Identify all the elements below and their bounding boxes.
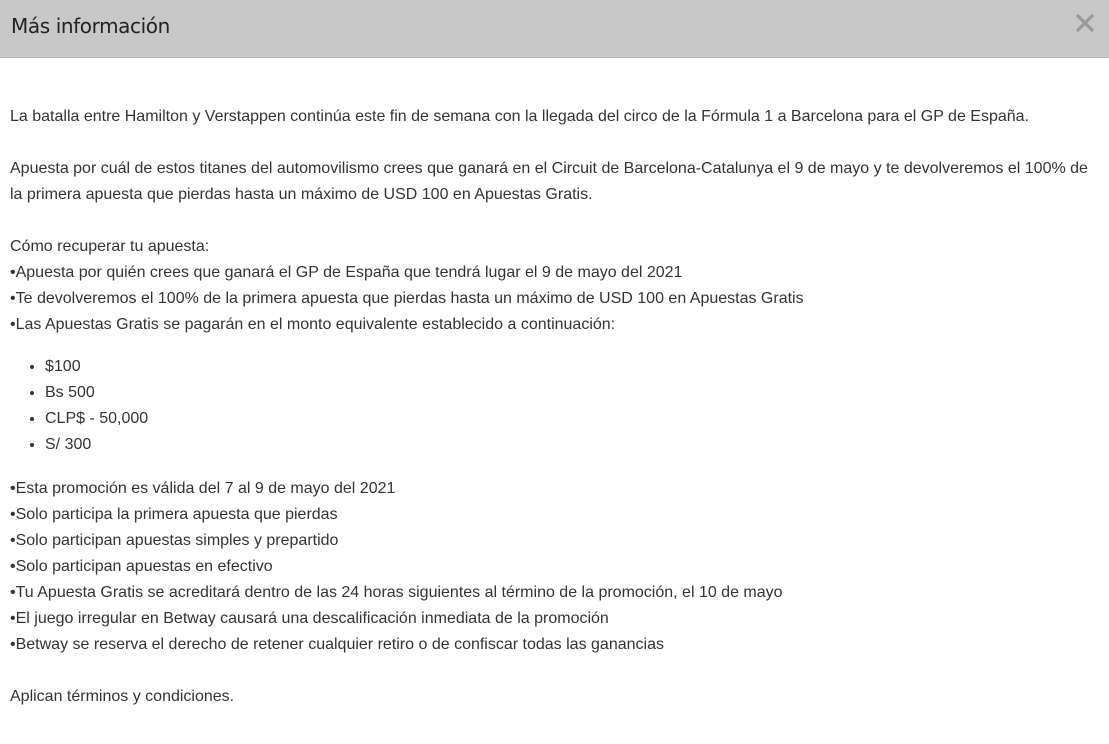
amounts-list bbox=[10, 354, 1100, 458]
how-to-step: •Te devolveremos el 100% de la primera apuesta que pierdas hasta un máximo de USD 100 en Apuestas Gratis bbox=[10, 290, 804, 307]
list-item: • CLP$ - 50,000 bbox=[45, 406, 1100, 432]
terms-text: Aplican términos y condiciones. bbox=[10, 688, 235, 705]
list-item: • S/ 300 bbox=[45, 432, 1100, 458]
list-item: • $100 bbox=[45, 354, 1100, 380]
how-to-title: Cómo recuperar tu apuesta: bbox=[10, 238, 210, 255]
how-to-section bbox=[10, 234, 1100, 338]
modal-header bbox=[0, 0, 1109, 58]
modal-body bbox=[10, 104, 1100, 710]
rule-item: •El juego irregular en Betway causará una descalificación inmediata de la promoción bbox=[10, 610, 609, 627]
how-to-step: •Las Apuestas Gratis se pagarán en el monto equivalente establecido a continuación: bbox=[10, 316, 616, 333]
close-icon bbox=[1073, 11, 1097, 35]
modal-title: Más información bbox=[11, 14, 170, 38]
rule-item: •Betway se reserva el derecho de retener cualquier retiro o de confiscar todas las ganancias bbox=[10, 636, 664, 653]
how-to-step: •Apuesta por quién crees que ganará el GP de España que tendrá lugar el 9 de mayo del 2021 bbox=[10, 264, 683, 281]
offer-paragraph: Apuesta por cuál de estos titanes del automovilismo crees que ganará en el Circuit de Barcelona-Catalunya el 9 de mayo y te devolveremos el 100% de la primera apuesta que pierdas hasta un máximo de USD 100 en Apuestas Gratis. bbox=[10, 160, 1088, 203]
rules-section bbox=[10, 476, 1100, 658]
rule-item: •Tu Apuesta Gratis se acreditará dentro de las 24 horas siguientes al término de la promoción, el 10 de mayo bbox=[10, 584, 783, 601]
intro-paragraph: La batalla entre Hamilton y Verstappen continúa este fin de semana con la llegada del circo de la Fórmula 1 a Barcelona para el GP de España. bbox=[10, 108, 1029, 125]
rule-item: •Solo participa la primera apuesta que pierdas bbox=[10, 506, 338, 523]
rule-item: •Solo participan apuestas simples y prepartido bbox=[10, 532, 339, 549]
close-button[interactable] bbox=[1073, 11, 1097, 35]
rule-item: •Esta promoción es válida del 7 al 9 de mayo del 2021 bbox=[10, 480, 396, 497]
list-item: • Bs 500 bbox=[45, 380, 1100, 406]
rule-item: •Solo participan apuestas en efectivo bbox=[10, 558, 273, 575]
